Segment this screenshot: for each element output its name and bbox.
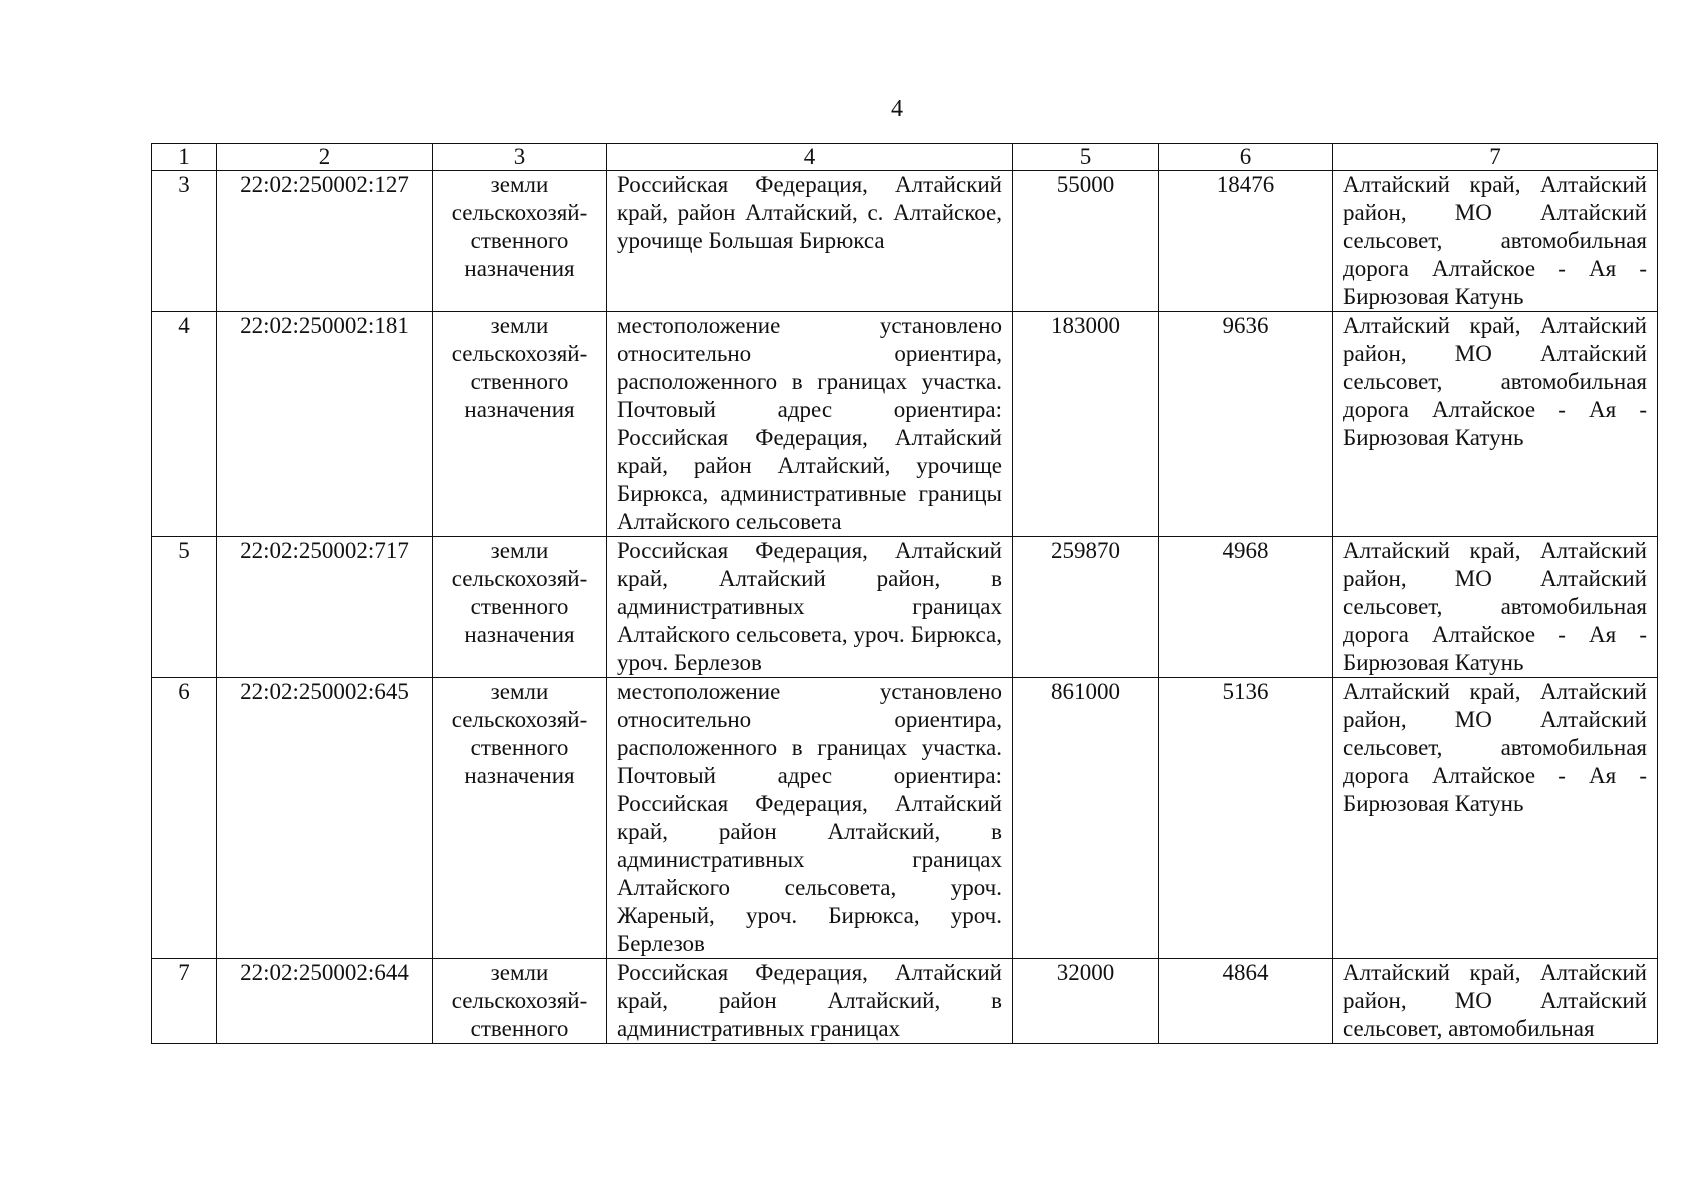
table-header-row xyxy=(152,144,1658,171)
plot-location: местоположение установлено относительно ориентира, расположенного в границах участка. Почтовый адрес ориентира: Российская Федерация, Алтайский край, район Алтайский, в административных границах Алтайского сельсовета, уроч. Жареный, уроч. Бирюкса, уроч. Берлезов xyxy=(607,678,1013,959)
header-col-1: 1 xyxy=(152,144,217,171)
plot-area: 32000 xyxy=(1013,959,1159,1044)
table-row xyxy=(152,537,1658,678)
table-row xyxy=(152,678,1658,959)
header-col-3: 3 xyxy=(433,144,607,171)
plot-area-part: 4968 xyxy=(1159,537,1333,678)
header-col-5: 5 xyxy=(1013,144,1159,171)
row-number: 7 xyxy=(152,959,217,1044)
header-col-4: 4 xyxy=(607,144,1013,171)
plot-area: 259870 xyxy=(1013,537,1159,678)
plot-location: Российская Федерация, Алтайский край, Алтайский район, в административных границах Алтайского сельсовета, уроч. Бирюкса, уроч. Берлезов xyxy=(607,537,1013,678)
table-row xyxy=(152,959,1658,1044)
object-description: Алтайский край, Алтайский район, МО Алтайский сельсовет, автомобильная дорога Алтайское - Ая - Бирюзовая Катунь xyxy=(1333,171,1658,312)
header-col-2: 2 xyxy=(217,144,433,171)
object-description: Алтайский край, Алтайский район, МО Алтайский сельсовет, автомобильная дорога Алтайское - Ая - Бирюзовая Катунь xyxy=(1333,312,1658,537)
object-description: Алтайский край, Алтайский район, МО Алтайский сельсовет, автомобильная xyxy=(1333,959,1658,1044)
plot-area: 861000 xyxy=(1013,678,1159,959)
object-description: Алтайский край, Алтайский район, МО Алтайский сельсовет, автомобильная дорога Алтайское - Ая - Бирюзовая Катунь xyxy=(1333,678,1658,959)
row-number: 4 xyxy=(152,312,217,537)
land-category: земли сельскохозяй-ственного назначения xyxy=(433,171,607,312)
land-category: земли сельскохозяй-ственного xyxy=(433,959,607,1044)
row-number: 6 xyxy=(152,678,217,959)
header-col-7: 7 xyxy=(1333,144,1658,171)
plot-area-part: 9636 xyxy=(1159,312,1333,537)
land-plots-table xyxy=(151,143,1658,1044)
land-category: земли сельскохозяй-ственного назначения xyxy=(433,312,607,537)
table-row xyxy=(152,312,1658,537)
row-number: 3 xyxy=(152,171,217,312)
object-description: Алтайский край, Алтайский район, МО Алтайский сельсовет, автомобильная дорога Алтайское - Ая - Бирюзовая Катунь xyxy=(1333,537,1658,678)
table-row xyxy=(152,171,1658,312)
plot-location: местоположение установлено относительно ориентира, расположенного в границах участка. Почтовый адрес ориентира: Российская Федерация, Алтайский край, район Алтайский, урочище Бирюкса, административные границы Алтайского сельсовета xyxy=(607,312,1013,537)
cadastral-number: 22:02:250002:645 xyxy=(217,678,433,959)
plot-area: 55000 xyxy=(1013,171,1159,312)
cadastral-number: 22:02:250002:644 xyxy=(217,959,433,1044)
cadastral-number: 22:02:250002:127 xyxy=(217,171,433,312)
plot-area-part: 4864 xyxy=(1159,959,1333,1044)
plot-location: Российская Федерация, Алтайский край, район Алтайский, в административных границах xyxy=(607,959,1013,1044)
row-number: 5 xyxy=(152,537,217,678)
plot-area-part: 5136 xyxy=(1159,678,1333,959)
header-col-6: 6 xyxy=(1159,144,1333,171)
plot-area: 183000 xyxy=(1013,312,1159,537)
cadastral-number: 22:02:250002:181 xyxy=(217,312,433,537)
land-category: земли сельскохозяй-ственного назначения xyxy=(433,537,607,678)
page-number: 4 xyxy=(891,96,903,122)
cadastral-number: 22:02:250002:717 xyxy=(217,537,433,678)
land-category: земли сельскохозяй-ственного назначения xyxy=(433,678,607,959)
plot-area-part: 18476 xyxy=(1159,171,1333,312)
plot-location: Российская Федерация, Алтайский край, район Алтайский, с. Алтайское, урочище Большая Бирюкса xyxy=(607,171,1013,312)
